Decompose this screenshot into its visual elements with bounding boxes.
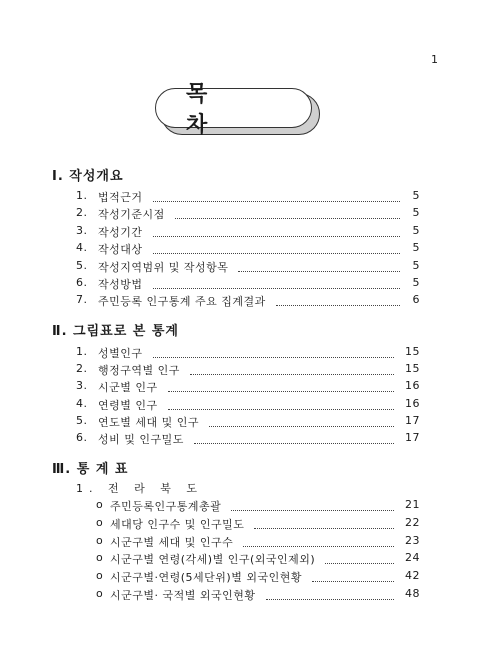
toc-entry-page: 17 bbox=[405, 413, 420, 427]
toc-entry-number: 7. bbox=[76, 293, 88, 307]
toc-entry-label: 작성대상 bbox=[98, 243, 143, 257]
toc-entry-label: 주민등록인구통계총괄 bbox=[110, 500, 222, 513]
toc-entry-label: 성비 및 인구밀도 bbox=[98, 433, 184, 446]
dot-leader bbox=[194, 431, 394, 444]
toc-entry-page: 22 bbox=[405, 515, 420, 529]
dot-leader bbox=[231, 498, 394, 511]
toc-entry-label: 세대당 인구수 및 인구밀도 bbox=[110, 517, 245, 531]
toc-entry-number: o bbox=[96, 587, 104, 600]
toc-entry-page: 16 bbox=[405, 379, 420, 393]
toc-entry[interactable] bbox=[76, 431, 420, 447]
dot-leader bbox=[153, 224, 400, 237]
toc-entry[interactable] bbox=[96, 534, 420, 550]
toc-entry-number: 5. bbox=[76, 413, 88, 427]
toc-entry-page: 6 bbox=[412, 293, 420, 307]
toc-entry-label: 연령별 인구 bbox=[98, 398, 158, 412]
toc-entry[interactable] bbox=[96, 498, 420, 514]
section-heading: Ⅱ. 그림표로 본 통계 bbox=[52, 324, 179, 339]
toc-entry-label: 시군구별 세대 및 인구수 bbox=[110, 535, 234, 549]
toc-entry-number: 6. bbox=[76, 276, 88, 289]
toc-entry-number: 2. bbox=[76, 362, 88, 376]
dot-leader bbox=[153, 189, 400, 202]
toc-entry[interactable] bbox=[96, 569, 420, 585]
toc-entry-label: 작성기간 bbox=[98, 225, 143, 239]
toc-entry-number: 6. bbox=[76, 431, 88, 444]
toc-entry-page: 5 bbox=[412, 241, 420, 255]
toc-entry[interactable] bbox=[76, 189, 420, 205]
toc-entry[interactable] bbox=[76, 293, 420, 309]
dot-leader bbox=[325, 551, 394, 564]
toc-entry-page: 5 bbox=[412, 258, 420, 272]
dot-leader bbox=[190, 362, 394, 375]
toc-entry-label: 시군구별· 국적별 외국인현황 bbox=[110, 589, 256, 602]
toc-entry-page: 15 bbox=[405, 345, 420, 358]
toc-entry-number: o bbox=[96, 533, 104, 547]
toc-entry-label: 법적근거 bbox=[98, 191, 143, 204]
dot-leader bbox=[153, 276, 400, 289]
toc-title: 목 차 bbox=[155, 88, 312, 128]
toc-entry-number: 5. bbox=[76, 258, 88, 272]
toc-entry[interactable] bbox=[76, 276, 420, 292]
toc-entry[interactable] bbox=[96, 516, 420, 532]
toc-entry-number: o bbox=[96, 569, 104, 583]
dot-leader bbox=[175, 206, 400, 219]
toc-entry-page: 23 bbox=[405, 533, 420, 547]
toc-entry-label: 연도별 세대 및 인구 bbox=[98, 415, 199, 429]
toc-entry-page: 5 bbox=[412, 276, 420, 289]
toc-entry-page: 17 bbox=[405, 431, 420, 444]
dot-leader bbox=[243, 534, 394, 547]
toc-entry[interactable] bbox=[96, 551, 420, 567]
toc-entry[interactable] bbox=[76, 362, 420, 378]
toc-entry[interactable] bbox=[76, 206, 420, 222]
toc-entry-page: 48 bbox=[405, 587, 420, 600]
toc-entry-label: 주민등록 인구통계 주요 집계결과 bbox=[98, 295, 266, 309]
page-number: 1 bbox=[431, 53, 438, 66]
toc-entry-page: 5 bbox=[412, 189, 420, 202]
section-heading: Ⅰ. 작성개요 bbox=[52, 169, 124, 184]
dot-leader bbox=[266, 587, 394, 600]
toc-entry-number: 4. bbox=[76, 241, 88, 255]
toc-entry-page: 21 bbox=[405, 498, 420, 511]
toc-entry[interactable] bbox=[76, 224, 420, 240]
toc-entry-number: 4. bbox=[76, 396, 88, 410]
toc-entry-number: o bbox=[96, 515, 104, 529]
toc-entry-label: 성별인구 bbox=[98, 347, 143, 360]
toc-entry-page: 16 bbox=[405, 396, 420, 410]
toc-title-box bbox=[155, 82, 320, 138]
toc-entry-label: 행정구역별 인구 bbox=[98, 364, 180, 378]
toc-entry-page: 5 bbox=[412, 206, 420, 220]
toc-entry-number: 3. bbox=[76, 379, 88, 393]
toc-entry-label: 작성지역범위 및 작성항목 bbox=[98, 260, 229, 274]
toc-entry[interactable] bbox=[76, 241, 420, 257]
dot-leader bbox=[312, 569, 394, 582]
toc-entry[interactable] bbox=[76, 414, 420, 430]
toc-entry-label: 작성기준시점 bbox=[98, 208, 165, 222]
toc-entry[interactable] bbox=[76, 259, 420, 275]
toc-entry-number: 1. bbox=[76, 345, 88, 358]
toc-entry-label: 작성방법 bbox=[98, 278, 143, 291]
section-heading: Ⅲ. 통 계 표 bbox=[52, 462, 129, 477]
dot-leader bbox=[209, 414, 394, 427]
dot-leader bbox=[168, 397, 394, 410]
toc-entry-page: 24 bbox=[405, 551, 420, 565]
dot-leader bbox=[153, 345, 394, 358]
toc-entry[interactable] bbox=[76, 345, 420, 361]
toc-entry-label: 시군구별 연령(각세)별 인구(외국인제외) bbox=[110, 553, 316, 567]
toc-entry[interactable] bbox=[76, 379, 420, 395]
toc-entry-number: o bbox=[96, 551, 104, 565]
toc-entry-number: 3. bbox=[76, 223, 88, 237]
dot-leader bbox=[168, 379, 394, 392]
toc-entry-number: o bbox=[96, 498, 104, 511]
toc-entry-number: 2. bbox=[76, 206, 88, 220]
toc-entry-page: 15 bbox=[405, 362, 420, 376]
toc-entry-number: 1. bbox=[76, 189, 88, 202]
dot-leader bbox=[153, 241, 400, 254]
section-subheading: 1. 전 라 북 도 bbox=[76, 482, 203, 495]
toc-entry-page: 5 bbox=[412, 223, 420, 237]
dot-leader bbox=[238, 259, 400, 272]
toc-entry-page: 42 bbox=[405, 569, 420, 583]
toc-entry[interactable] bbox=[76, 397, 420, 413]
toc-entry-label: 시군별 인구 bbox=[98, 381, 158, 395]
dot-leader bbox=[276, 293, 400, 306]
toc-entry-label: 시군구별·연령(5세단위)별 외국인현황 bbox=[110, 571, 302, 585]
dot-leader bbox=[254, 516, 394, 529]
toc-entry[interactable] bbox=[96, 587, 420, 603]
